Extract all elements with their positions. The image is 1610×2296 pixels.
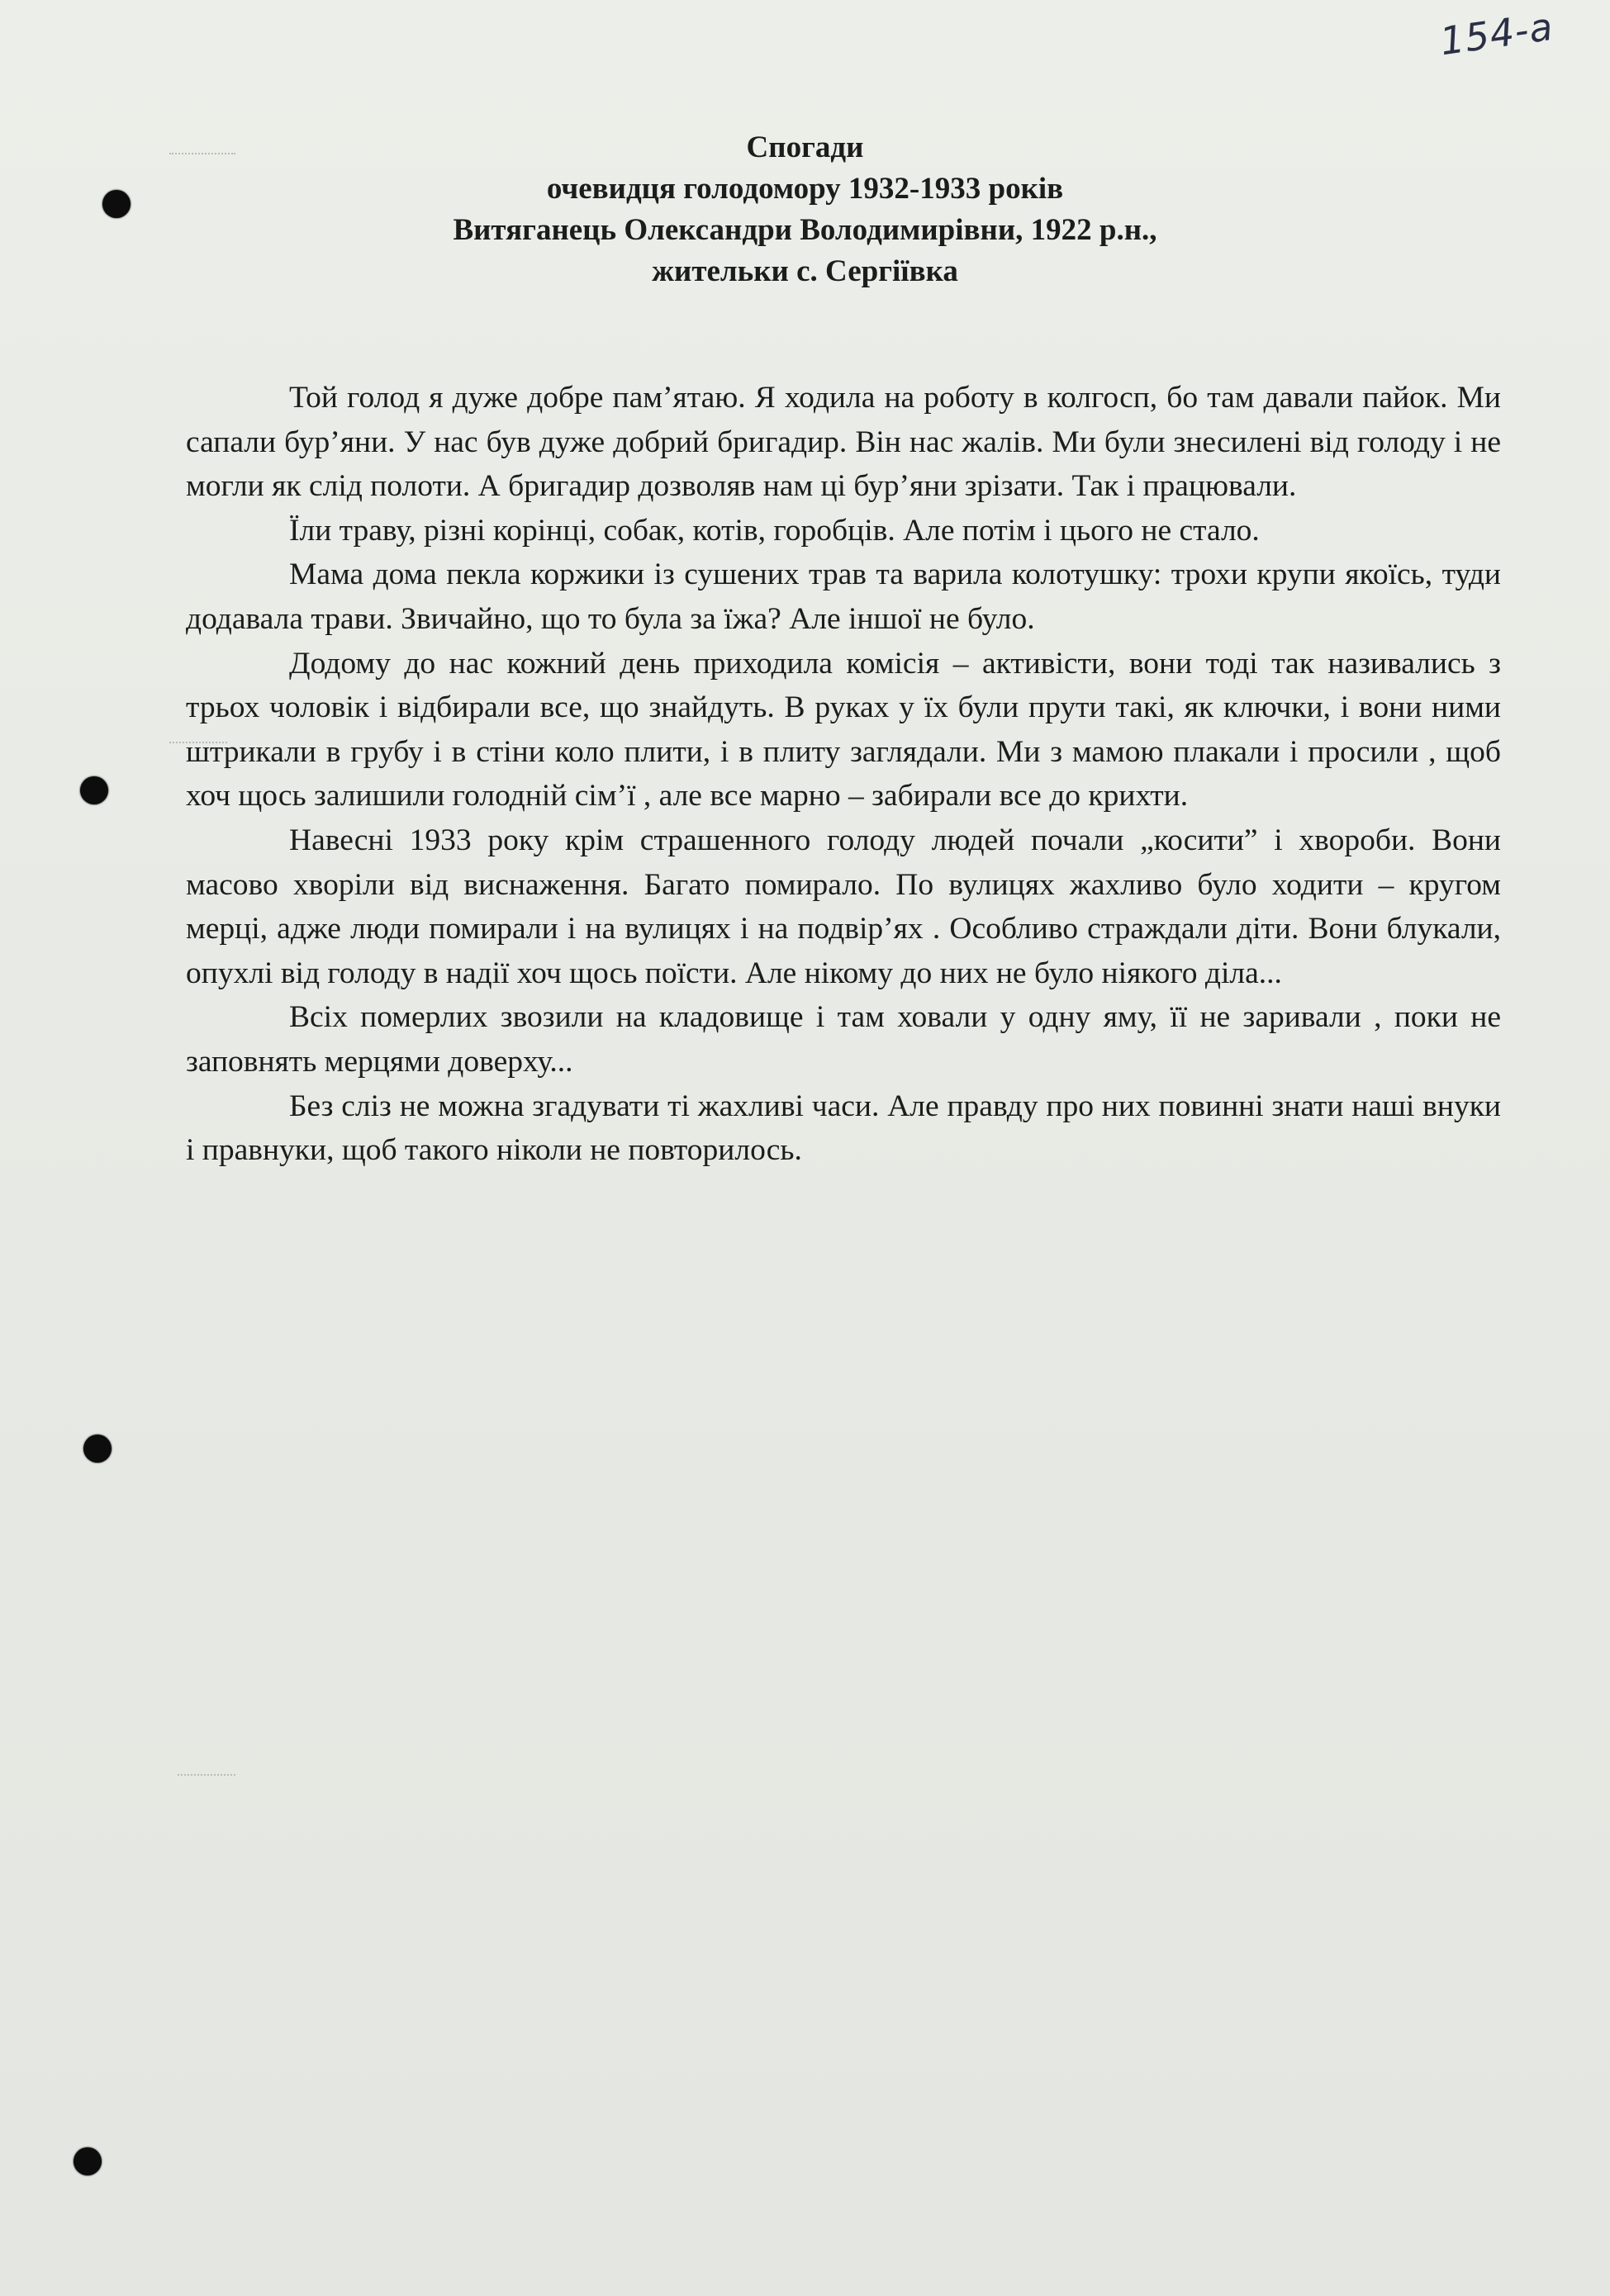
punch-hole-4 bbox=[74, 2147, 102, 2175]
memoir-text bbox=[186, 376, 1501, 1173]
scan-speck bbox=[178, 1774, 235, 1777]
title-line-1: Спогади bbox=[746, 130, 864, 164]
paragraph: Без сліз не можна згадувати ті жахливі часи. Але правду про них повинні знати наші внуки і правнуки, щоб такого ніколи не повторилось. bbox=[186, 1089, 1501, 1168]
title-line-4: жительки с. Сергіївка bbox=[652, 254, 958, 288]
handwritten-page-number: 154-а bbox=[1437, 3, 1557, 64]
paragraph: Їли траву, різні корінці, собак, котів, горобців. Але потім і цього не стало. bbox=[289, 513, 1260, 548]
title-line-2: очевидця голодомору 1932-1933 років bbox=[546, 172, 1064, 206]
document-title bbox=[0, 127, 1610, 292]
title-line-3: Витяганець Олександри Володимирівни, 1922 р.н., bbox=[453, 213, 1157, 247]
paragraph: Мама дома пекла коржики із сушених трав та варила колотушку: трохи крупи якоїсь, туди додавала трави. Звичайно, що то була за їжа? Але іншої не було. bbox=[186, 557, 1501, 636]
paragraph: Навесні 1933 року крім страшенного голоду людей почали „косити” і хвороби. Вони масово хворіли від виснаження. Багато помирало. По вулицях жахливо було ходити – кругом мерці, адже люди помирали і на вулицях і на подвір’ях . Особливо страждали діти. Вони блукали, опухлі від голоду в надії хоч щось поїсти. Але нікому до них не було ніякого діла... bbox=[186, 823, 1501, 990]
paragraph: Всіх померлих звозили на кладовище і там ховали у одну яму, її не заривали , поки не заповнять мерцями доверху... bbox=[186, 1000, 1501, 1079]
punch-hole-2 bbox=[80, 776, 108, 804]
punch-hole-3 bbox=[83, 1435, 112, 1463]
paragraph: Той голод я дуже добре пам’ятаю. Я ходила на роботу в колгосп, бо там давали пайок. Ми сапали бур’яни. У нас був дуже добрий бригадир. Він нас жалів. Ми були знесилені від голоду і не могли як слід полоти. А бригадир дозволяв нам ці бур’яни зрізати. Так і працювали. bbox=[186, 381, 1501, 504]
paragraph: Додому до нас кожний день приходила комісія – активісти, вони тоді так називались з трьох чоловік і відбирали все, що знайдуть. В руках у їх були прути такі, як ключки, і вони ними штрикали в грубу і в стіни коло плити, і в плиту заглядали. Ми з мамою плакали і просили , щоб хоч щось залишили голодній сім’ї , але все марно – забирали все до крихти. bbox=[186, 646, 1501, 814]
